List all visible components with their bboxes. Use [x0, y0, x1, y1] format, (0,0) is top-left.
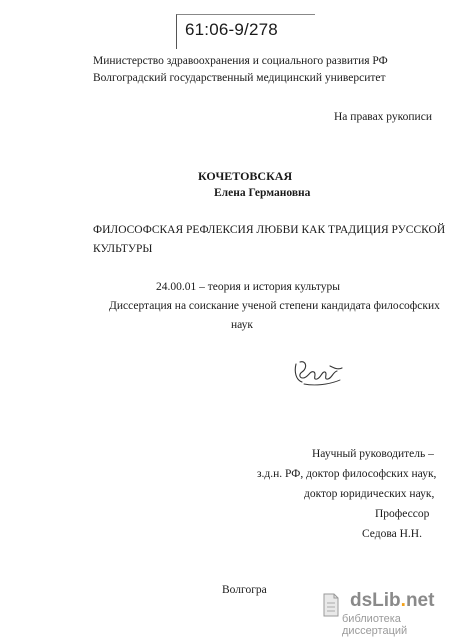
watermark-logo-right: net	[405, 590, 435, 611]
thesis-title-line-1: ФИЛОСОФСКАЯ РЕФЛЕКСИЯ ЛЮБВИ КАК ТРАДИЦИЯ РУССКОЙ	[93, 224, 446, 236]
supervisor-line-4: Профессор	[375, 508, 430, 520]
signature-image	[290, 356, 346, 388]
watermark-logo-dot: .	[400, 590, 406, 611]
watermark-logo-left: dsLib	[350, 590, 401, 611]
specialty-line: 24.00.01 – теория и история культуры	[156, 281, 340, 293]
supervisor-line-1: Научный руководитель –	[312, 448, 434, 460]
author-surname: КОЧЕТОВСКАЯ	[198, 169, 293, 183]
author-name: Елена Германовна	[214, 187, 311, 199]
rights-note: На правах рукописи	[334, 111, 432, 123]
watermark-subtitle: библиотека диссертаций	[342, 613, 408, 637]
supervisor-line-3: доктор юридических наук,	[304, 488, 435, 500]
watermark	[342, 590, 450, 637]
supervisor-line-2: з.д.н. РФ, доктор философских наук,	[257, 468, 437, 480]
university-line: Волгоградский государственный медицинский университет	[93, 72, 386, 84]
supervisor-line-5: Седова Н.Н.	[362, 528, 422, 540]
city-line: Волгогра	[222, 584, 267, 596]
watermark-logo	[350, 590, 434, 612]
ministry-line: Министерство здравоохранения и социального развития РФ	[93, 55, 388, 67]
document-icon	[322, 593, 340, 617]
thesis-title-line-2: КУЛЬТУРЫ	[93, 243, 153, 255]
archive-stamp: 61:06-9/278	[185, 20, 278, 39]
degree-line-1: Диссертация на соискание ученой степени кандидата философских	[109, 300, 440, 312]
degree-line-2: наук	[231, 319, 254, 331]
